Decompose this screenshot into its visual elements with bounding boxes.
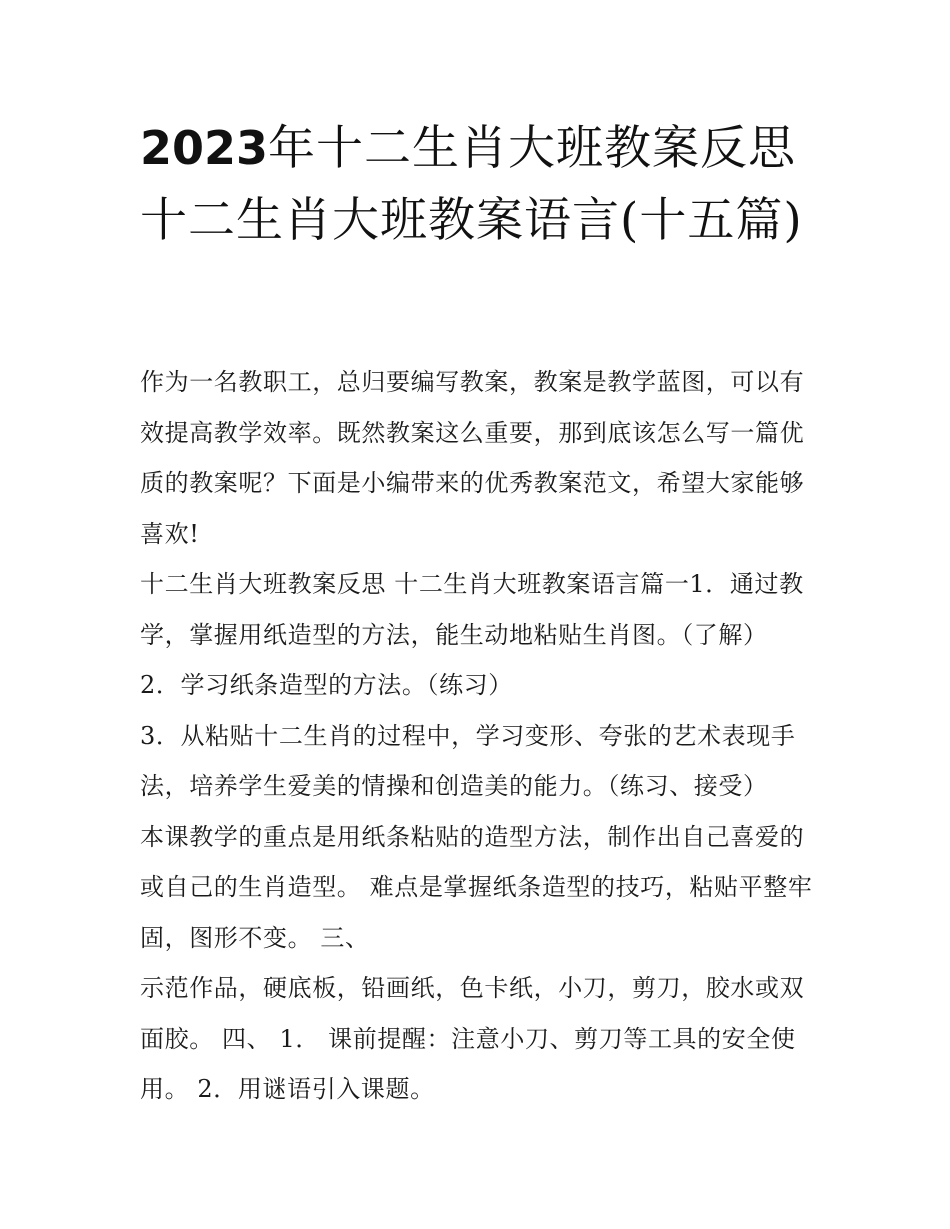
- document-title: [140, 112, 820, 257]
- materials-paragraph: 示范作品，硬底板，铅画纸，色卡纸，小刀，剪刀，胶水或双面胶。 四、 1． 课前提醒：注意小刀、剪刀等工具的安全使用。 2．用谜语引入课题。: [140, 974, 805, 1103]
- lesson-objective-2: 2．学习纸条造型的方法。（练习）: [140, 671, 513, 699]
- title-text: 年十二生肖大班教案反思十二生肖大班教案语言(十五篇): [140, 121, 803, 248]
- intro-paragraph: 作为一名教职工，总归要编写教案，教案是教学蓝图，可以有效提高教学效率。既然教案这么重要，那到底该怎么写一篇优质的教案呢？下面是小编带来的优秀教案范文，希望大家能够喜欢!: [140, 368, 805, 548]
- lesson-objective-3: 3．从粘贴十二生肖的过程中，学习变形、夸张的艺术表现手法，培养学生爱美的情操和创造美的能力。（练习、接受）: [140, 721, 796, 800]
- lesson-objective-1: 十二生肖大班教案反思 十二生肖大班教案语言篇一1．通过教学，掌握用纸造型的方法，能生动地粘贴生肖图。（了解）: [140, 570, 804, 649]
- title-year: 2023: [140, 121, 269, 175]
- key-points-paragraph: 本课教学的重点是用纸条粘贴的造型方法，制作出自己喜爱的或自己的生肖造型。 难点是掌握纸条造型的技巧，粘贴平整牢固，图形不变。 三、: [140, 822, 813, 952]
- document-body: [140, 357, 820, 1115]
